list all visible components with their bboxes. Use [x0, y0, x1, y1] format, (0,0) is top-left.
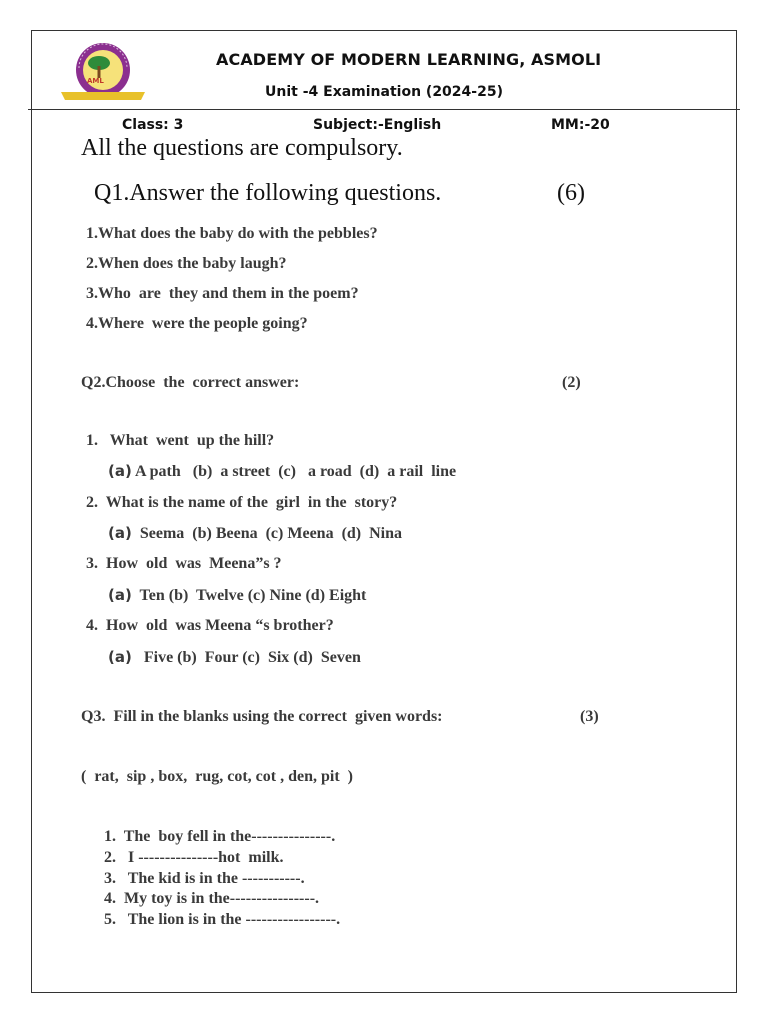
option-prefix: (a): [108, 462, 132, 480]
q1-heading: Q1.Answer the following questions.: [94, 180, 442, 206]
q3-item: 1. The boy fell in the---------------.: [104, 828, 336, 845]
option-prefix: (a): [108, 586, 132, 604]
q2-marks: (2): [562, 374, 581, 391]
q3-heading: Q3. Fill in the blanks using the correct given words:: [81, 708, 443, 725]
q2-options: [108, 524, 402, 543]
word-bank: ( rat, sip , box, rug, cot, cot , den, pit ): [81, 768, 353, 785]
q3-item: 5. The lion is in the -----------------.: [104, 911, 341, 928]
q1-item: 2.When does the baby laugh?: [86, 255, 287, 272]
option-text: A path (b) a street (c) a road (d) a rail line: [131, 463, 457, 480]
option-prefix: (a): [108, 524, 132, 542]
school-logo: [53, 40, 153, 104]
q2-options: [108, 648, 361, 667]
marks-label: MM:-20: [551, 117, 610, 133]
option-prefix: (a): [108, 648, 132, 666]
q1-item: 1.What does the baby do with the pebbles?: [86, 225, 378, 242]
q2-question: 2. What is the name of the girl in the story?: [86, 494, 398, 511]
q3-item: 3. The kid is in the -----------.: [104, 870, 305, 887]
header-divider: [28, 109, 740, 110]
q1-marks: (6): [557, 180, 585, 206]
instructions: All the questions are compulsory.: [81, 135, 403, 161]
exam-title: Unit -4 Examination (2024-25): [265, 84, 503, 100]
q2-question: 3. How old was Meena”s ?: [86, 555, 282, 572]
option-text: Seema (b) Beena (c) Meena (d) Nina: [131, 525, 403, 542]
class-label: Class: 3: [122, 117, 184, 133]
q2-options: [108, 462, 456, 481]
logo-initials: AML: [87, 77, 104, 85]
q3-marks: (3): [580, 708, 599, 725]
school-name: ACADEMY OF MODERN LEARNING, ASMOLI: [216, 50, 602, 69]
option-text: Ten (b) Twelve (c) Nine (d) Eight: [131, 587, 367, 604]
q2-heading: Q2.Choose the correct answer:: [81, 374, 300, 391]
subject-label: Subject:-English: [313, 117, 442, 133]
q3-item: 2. I ---------------hot milk.: [104, 849, 284, 866]
option-text: Five (b) Four (c) Six (d) Seven: [131, 649, 361, 666]
q2-options: [108, 586, 366, 605]
q2-question: 1. What went up the hill?: [86, 432, 275, 449]
q2-question: 4. How old was Meena “s brother?: [86, 617, 334, 634]
q3-item: 4. My toy is in the----------------.: [104, 890, 320, 907]
q1-item: 4.Where were the people going?: [86, 315, 308, 332]
q1-item: 3.Who are they and them in the poem?: [86, 285, 359, 302]
